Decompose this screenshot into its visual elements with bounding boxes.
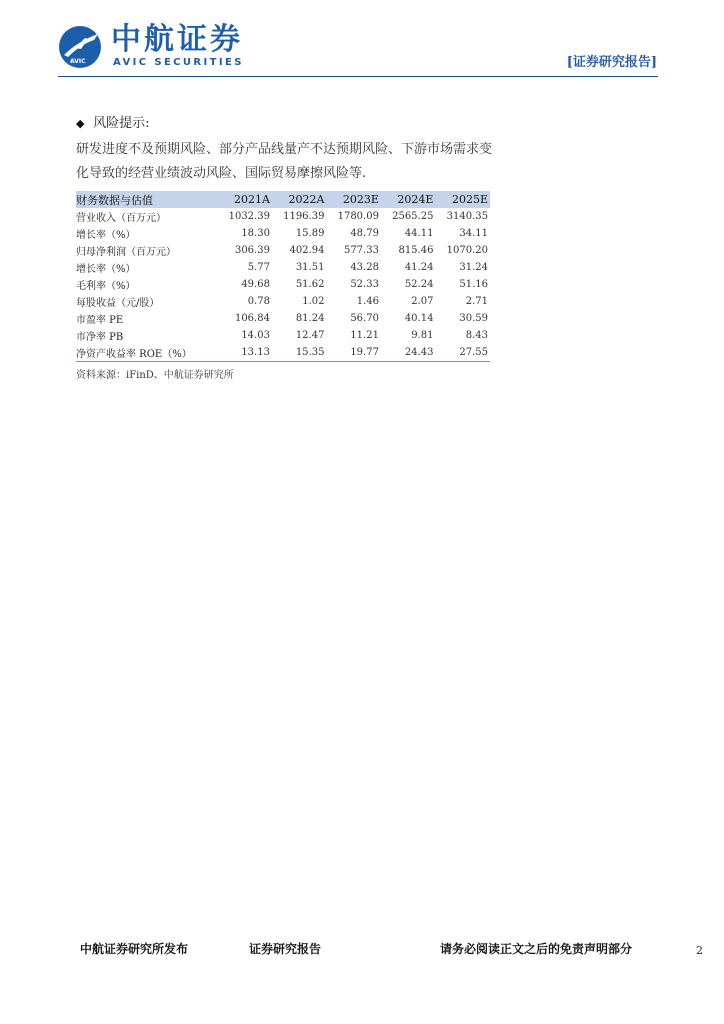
table-cell: 27.55	[435, 344, 490, 362]
table-cell: 48.79	[350, 228, 379, 239]
table-header-cell: 2023E	[326, 191, 381, 208]
footer-disclaimer: 请务必阅读正文之后的免责声明部分	[440, 942, 633, 956]
row-label: 市盈率 PE	[76, 315, 124, 326]
avic-logo	[58, 22, 258, 72]
logo-chinese-name: 中航证券	[111, 22, 243, 57]
row-label: 归母净利润（百万元）	[76, 247, 176, 258]
table-cell: 52.33	[350, 279, 379, 290]
table-header-cell: 2025E	[435, 191, 490, 208]
table-header-cell: 2022A	[272, 191, 327, 208]
table-cell: 19.77	[326, 344, 381, 362]
footer-report-type: 证券研究报告	[249, 942, 322, 956]
table-cell: 14.03	[241, 330, 270, 341]
table-cell: 12.47	[295, 330, 325, 341]
table-cell: 41.24	[404, 262, 434, 273]
table-cell: 51.16	[459, 279, 488, 290]
table-row	[76, 242, 490, 259]
table-cell: 11.21	[350, 330, 379, 341]
table-cell: 1.46	[356, 296, 379, 307]
table-cell: 9.81	[411, 330, 434, 341]
table-header-cell: 财务数据与估值	[76, 191, 217, 208]
diamond-bullet-icon: ◆	[76, 117, 85, 130]
table-header-cell: 2024E	[381, 191, 436, 208]
table-cell: 15.89	[295, 228, 325, 239]
table-cell: 24.43	[381, 344, 436, 362]
table-cell: 1780.09	[337, 211, 379, 222]
table-cell: 40.14	[404, 313, 434, 324]
row-label: 市净率 PB	[76, 332, 124, 343]
table-cell: 1.02	[302, 296, 325, 307]
row-label: 净资产收益率 ROE（%）	[76, 344, 217, 362]
table-cell: 49.68	[241, 279, 270, 290]
risk-heading	[76, 114, 496, 134]
table-row	[76, 276, 490, 293]
table-cell: 18.30	[241, 228, 270, 239]
row-label: 增长率（%）	[76, 230, 136, 241]
avic-airplane-logo-icon	[58, 25, 102, 69]
table-cell: 34.11	[459, 228, 488, 239]
table-cell: 1070.20	[446, 245, 488, 256]
table-cell: 13.13	[217, 344, 272, 362]
risk-section	[76, 114, 496, 186]
table-cell: 81.24	[295, 313, 325, 324]
table-cell: 51.62	[295, 279, 325, 290]
page-number: 2	[696, 944, 703, 957]
table-cell: 43.28	[350, 262, 379, 273]
table-row	[76, 208, 490, 225]
table-cell: 402.94	[289, 245, 325, 256]
table-cell: 1032.39	[228, 211, 270, 222]
row-label: 增长率（%）	[76, 264, 136, 275]
table-header-cell: 2021A	[217, 191, 272, 208]
table-cell: 306.39	[234, 245, 270, 256]
table-row	[76, 259, 490, 276]
logo-english-name: AVIC SECURITIES	[113, 57, 244, 68]
table-cell: 8.43	[465, 330, 488, 341]
row-label: 每股收益（元/股）	[76, 298, 160, 309]
table-cell: 30.59	[459, 313, 488, 324]
table-cell: 577.33	[343, 245, 379, 256]
table-cell: 106.84	[234, 313, 270, 324]
table-cell: 5.77	[247, 262, 270, 273]
table-row	[76, 344, 490, 362]
risk-body-text: 研发进度不及预期风险、部分产品线量产不达预期风险、下游市场需求变化导致的经营业绩波动风险、国际贸易摩擦风险等.	[76, 142, 493, 181]
table-cell: 815.46	[398, 245, 434, 256]
table-row	[76, 310, 490, 327]
table-header-row	[76, 191, 490, 208]
table-cell: 56.70	[350, 313, 379, 324]
row-label: 营业收入（百万元）	[76, 213, 166, 224]
table-row	[76, 327, 490, 344]
table-cell: 31.24	[459, 262, 488, 273]
table-cell: 0.78	[247, 296, 270, 307]
financial-data-table	[76, 191, 490, 362]
table-cell: 52.24	[404, 279, 434, 290]
table-row	[76, 225, 490, 242]
report-type-tag: [证券研究报告]	[566, 55, 657, 70]
table-cell: 31.51	[295, 262, 325, 273]
table-row	[76, 293, 490, 310]
table-cell: 2565.25	[392, 211, 434, 222]
table-cell: 1196.39	[283, 211, 325, 222]
table-cell: 15.35	[272, 344, 327, 362]
header-divider	[58, 76, 658, 77]
table-cell: 44.11	[404, 228, 434, 239]
footer-publisher: 中航证券研究所发布	[80, 942, 189, 956]
table-cell: 2.71	[465, 296, 488, 307]
table-cell: 2.07	[411, 296, 434, 307]
logo-mark-text: AVIC	[70, 58, 86, 65]
table-source-note: 资料来源：iFinD、中航证券研究所	[76, 370, 234, 381]
risk-title: 风险提示:	[93, 116, 150, 131]
row-label: 毛利率（%）	[76, 281, 136, 292]
table-cell: 3140.35	[446, 211, 488, 222]
